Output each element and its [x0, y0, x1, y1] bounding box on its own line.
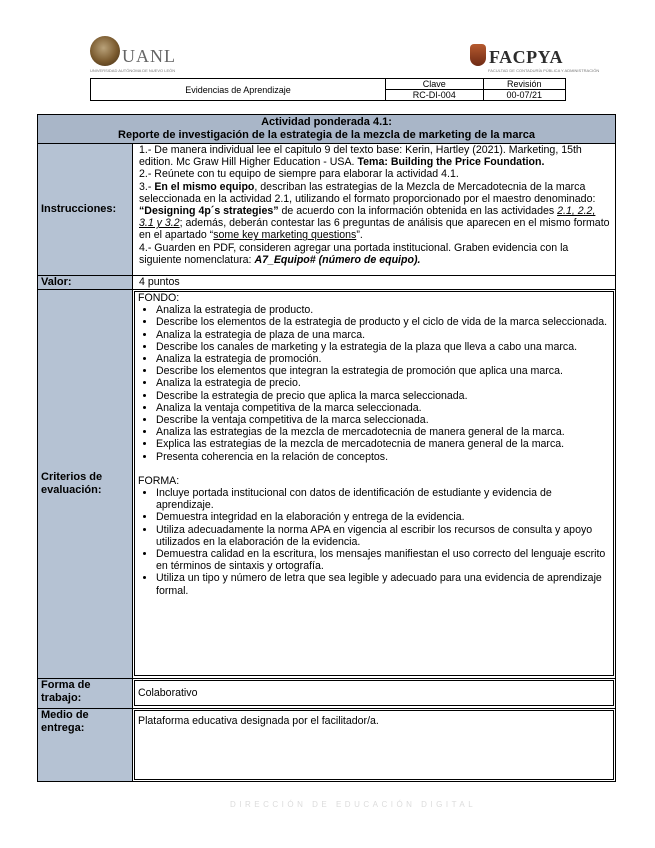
- facpya-logo-subtitle: FACULTAD DE CONTADURÍA PÚBLICA Y ADMINISTRACIÓN: [488, 68, 600, 73]
- criterion-item: • Analiza la estrategia de producto.: [156, 304, 610, 316]
- criterion-item: • Utiliza un tipo y número de letra que sea legible y adecuado para una evidencia de aprendizaje formal.: [156, 572, 610, 596]
- criterion-item: • Describe la ventaja competitiva de la marca seleccionada.: [156, 414, 610, 426]
- forma-trabajo-value: Colaborativo: [134, 680, 614, 706]
- instrucciones-content: [133, 144, 616, 276]
- activity-table: [37, 114, 616, 782]
- activity-title-line2: Reporte de investigación de la estrategia de la mezcla de marketing de la marca: [118, 129, 535, 141]
- criterion-item: • Demuestra calidad en la escritura, los mensajes manifiestan el uso correcto del lenguaje escrito en términos de sintaxis y ortografía.: [156, 548, 610, 572]
- instruction-2: 2.- Reúnete con tu equipo de siempre para elaborar la actividad 4.1.: [139, 168, 459, 181]
- uanl-logo-subtitle: UNIVERSIDAD AUTÓNOMA DE NUEVO LEÓN: [90, 68, 176, 73]
- document-header-table: [90, 78, 566, 101]
- instrucciones-label: Instrucciones:: [38, 144, 133, 276]
- revision-value: 00-07/21: [483, 90, 565, 101]
- uanl-logo: [90, 36, 190, 78]
- clave-label: Clave: [386, 79, 484, 90]
- criterion-item: • Analiza la estrategia de promoción.: [156, 353, 610, 365]
- facpya-logo-text: FACPYA: [489, 47, 563, 67]
- clave-value: RC-DI-004: [386, 90, 484, 101]
- criterion-item: • Describe la estrategia de precio que aplica la marca seleccionada.: [156, 390, 610, 402]
- medio-entrega-label: Medio de entrega:: [38, 709, 133, 782]
- fondo-heading: FONDO:: [138, 292, 180, 304]
- criterios-content: [133, 290, 616, 679]
- instruction-4: 4.- Guarden en PDF, consideren agregar una portada institucional. Graben evidencia con la siguiente nomenclatura: A7_Equipo# (número de equipo).: [139, 241, 569, 266]
- facpya-logo: [470, 44, 600, 78]
- uanl-seal-icon: [90, 36, 120, 66]
- footer-watermark: DIRECCIÓN DE EDUCACIÓN DIGITAL: [230, 800, 477, 809]
- criterion-item: • Explica las estrategias de la mezcla de mercadotecnia de manera general de la marca.: [156, 438, 610, 450]
- instruction-3: 3.- En el mismo equipo, describan las estrategias de la Mezcla de Mercadotecnia de la marca seleccionada en la actividad 2.1, utilizando el formato proporcionado por el maestro denominado: “Designing 4p´s strategies” de acuerdo con la información obtenida en las actividades 2.1, 2.2, 3.1 y 3.2; además, deberán contestar las 6 preguntas de análisis que aparecen en el mismo formato en el apartado “some key marketing questions”.: [139, 180, 610, 242]
- criterion-item: • Incluye portada institucional con datos de identificación de estudiante y evidencia de aprendizaje.: [156, 487, 610, 511]
- marketing-questions-link: some key marketing questions: [213, 229, 357, 242]
- uanl-logo-text: UANL: [122, 46, 176, 66]
- activity-title: [38, 115, 616, 144]
- valor-value: 4 puntos: [133, 276, 616, 290]
- forma-heading: FORMA:: [138, 474, 180, 487]
- criterion-item: • Analiza la estrategia de precio.: [156, 377, 610, 389]
- revision-label: Revisión: [483, 79, 565, 90]
- criterion-item: • Demuestra integridad en la elaboración y entrega de la evidencia.: [156, 511, 610, 523]
- doc-title: Evidencias de Aprendizaje: [91, 79, 386, 101]
- criterion-item: • Analiza las estrategias de la mezcla de mercadotecnia de manera general de la marca.: [156, 426, 610, 438]
- criterion-item: • Describe los elementos de la estrategia de producto y el ciclo de vida de la marca seleccionada.: [156, 316, 610, 328]
- criterion-item: • Presenta coherencia en la relación de conceptos.: [156, 451, 610, 463]
- criterion-item: • Analiza la estrategia de plaza de una marca.: [156, 329, 610, 341]
- forma-list: [138, 487, 610, 597]
- forma-trabajo-label: Forma de trabajo:: [38, 679, 133, 709]
- criterion-item: • Utiliza adecuadamente la norma APA en vigencia al escribir los recursos de consulta y apoyo utilizados en la elaboración de la evidencia.: [156, 524, 610, 548]
- fondo-list: [138, 304, 610, 463]
- criterion-item: • Describe los canales de marketing y la estrategia de la plaza que lleva a cabo una marca.: [156, 341, 610, 353]
- instruction-1: 1.- De manera individual lee el capitulo 9 del texto base: Kerin, Hartley (2021). Marketing, 15th edition. Mc Graw Hill Higher Education - USA. Tema: Building the Price Foundation.: [139, 144, 582, 169]
- facpya-seal-icon: [470, 44, 486, 66]
- criterios-label: Criterios de evaluación:: [38, 290, 133, 679]
- medio-entrega-value: Plataforma educativa designada por el facilitador/a.: [134, 710, 614, 780]
- criterion-item: • Describe los elementos que integran la estrategia de promoción que aplica una marca.: [156, 365, 610, 377]
- activity-title-line1: Actividad ponderada 4.1:: [261, 116, 392, 128]
- valor-label: Valor:: [38, 276, 133, 290]
- criterion-item: • Analiza la ventaja competitiva de la marca seleccionada.: [156, 402, 610, 414]
- criterios-box: [134, 291, 614, 676]
